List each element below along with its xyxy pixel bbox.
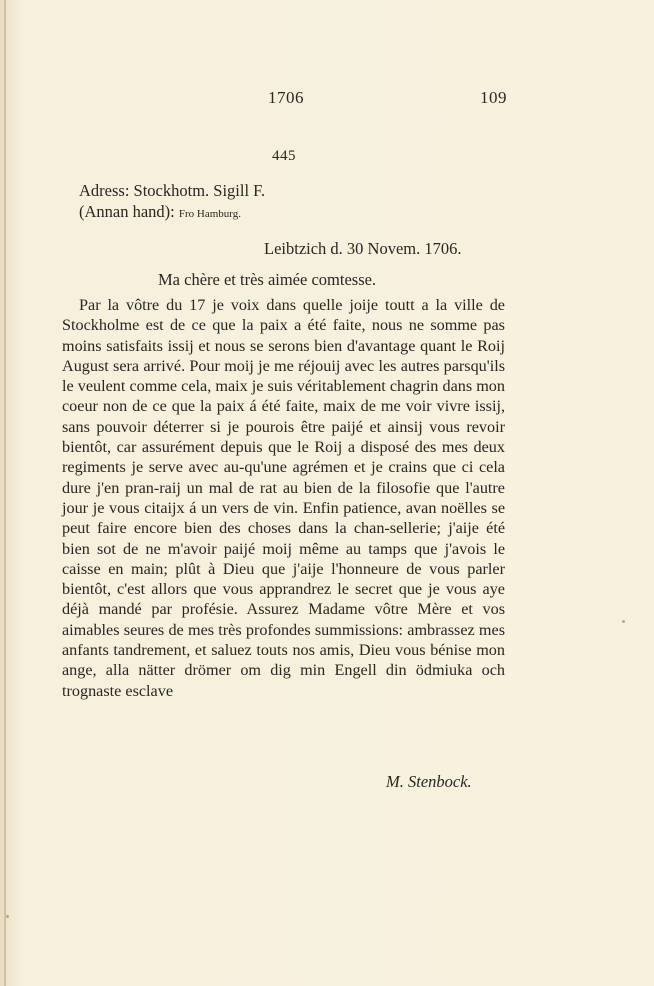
address-line-2 (79, 201, 265, 225)
salutation: Ma chère et très aimée comtesse. (158, 270, 377, 289)
signature: M. Stenbock. (386, 772, 472, 791)
letter-number: 445 (272, 148, 296, 164)
dateline: Leibtzich d. 30 Novem. 1706. (264, 239, 462, 258)
address-line-1: Adress: Stockhotm. Sigill F. (79, 181, 266, 200)
address-block (79, 180, 265, 225)
paper-speck (622, 620, 625, 623)
address-line-2-note: Fro Hamburg. (178, 208, 242, 220)
letter-body: Par la vôtre du 17 je voix dans quelle joije toutt a la ville de Stockholme est de ce que la paix a été faite, nous ne somme pas moins satisfaits issij et nous se serons bien d'avantage quant le Roij August sera arrivé. Pour moij je me réjouij avec les autres parsqu'ils le veulent comme cela, maix je suis véritablement chagrin dans mon coeur non de ce que la paix á été faite, maix de me voir vivre issij, sans pouvoir déterrer si je pourois être paijé et ainsij vous revoir bientôt, car assurément depuis que le Roij a disposé des mes deux regiments je serve avec au-qu'une agrémen et je crains que ci cela dure j'en pran-raij un mal de rat au bien de la filosofie que l'autre jour je vous citaijx á un vers de vin. Enfin patience, avan noëlles se peut faire encore bien des choses dans la chan-sellerie; j'aije été bien sot de ne m'avoir paijé moij même au tamps que j'avois le caisse en main; plût à Dieu que j'aije l'honneure de vous parler bientôt, c'est allors que vous apprandrez le secret que je vous aye déjà mandé par profésie. Assurez Madame vôtre Mère et vos aimables seures de mes très profondes summissions: ambrassez mes anfants tandrement, et saluez touts nos amis, Dieu vous bénise mon ange, alla nätter drömer om dig min Engell din ödmiuka och trognaste esclave (62, 296, 505, 700)
page-number: 109 (480, 88, 507, 107)
header-year: 1706 (268, 88, 304, 107)
running-header (0, 88, 654, 112)
address-line-2-main: (Annan hand): (79, 202, 179, 221)
paper-speck (6, 915, 9, 918)
page-binding-edge (4, 0, 6, 986)
